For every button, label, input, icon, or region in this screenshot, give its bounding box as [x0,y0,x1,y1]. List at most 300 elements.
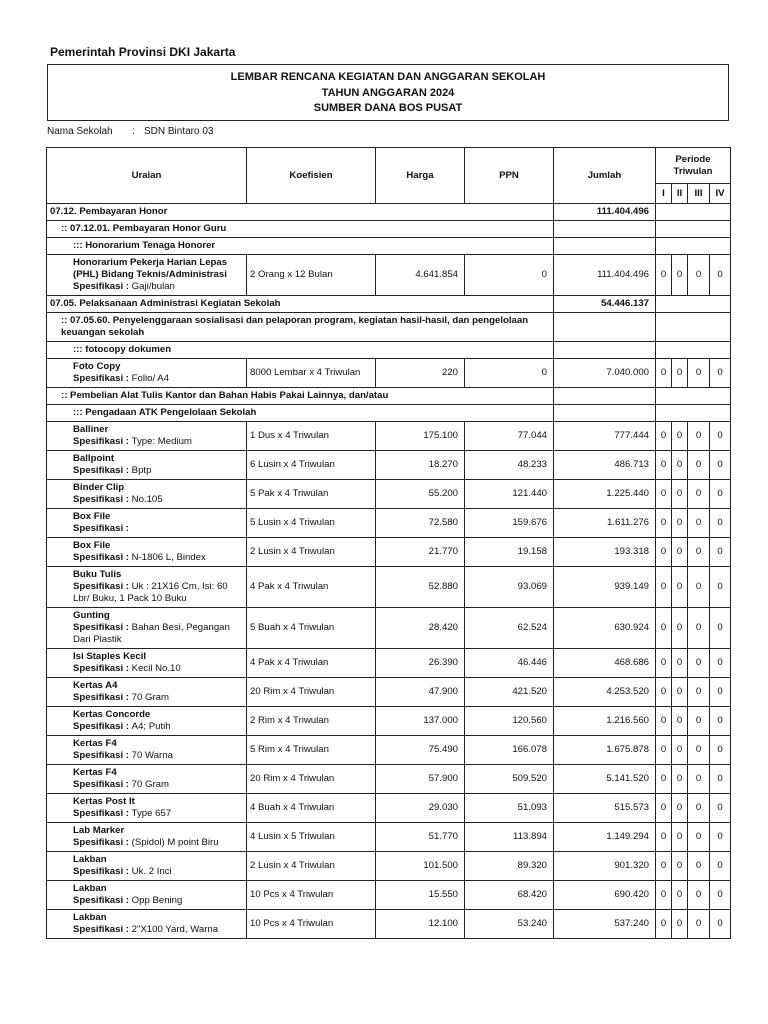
item-name: Box File [73,511,111,522]
item-spec [73,523,243,535]
table-group-row [47,221,731,238]
spec-value: Uk : 21X16 Cm, Isi: 60 Lbr/ Buku, 1 Pack 10 Buku [73,581,228,604]
item-q1: 0 [656,852,672,881]
table-row [47,881,731,910]
item-spec [73,924,243,936]
table-row [47,678,731,707]
item-q2: 0 [672,765,688,794]
item-jumlah: 777.444 [554,422,656,451]
item-ppn: 46.446 [465,649,554,678]
spec-colon: : [123,581,132,592]
item-koefisien: 2 Orang x 12 Bulan [247,255,376,296]
activity-title: ::: fotocopy dokumen [47,342,554,359]
item-jumlah: 939.149 [554,567,656,608]
item-koefisien: 2 Lusin x 4 Triwulan [247,538,376,567]
spec-value: N-1806 L, Bindex [131,552,206,563]
item-q2: 0 [672,422,688,451]
item-spec [73,622,243,646]
spec-colon: : [123,866,132,877]
empty-periode-cell [656,388,731,405]
spec-label: Spesifikasi [73,552,124,563]
item-koefisien: 8000 Lembar x 4 Triwulan [247,359,376,388]
empty-periode-cell [656,221,731,238]
spec-value: Folio/ A4 [131,373,170,384]
spec-label: Spesifikasi [73,837,124,848]
item-q3: 0 [688,451,710,480]
item-ppn: 509.520 [465,765,554,794]
item-koefisien: 20 Rim x 4 Triwulan [247,765,376,794]
item-q1: 0 [656,422,672,451]
item-q2: 0 [672,678,688,707]
province-name: Pemerintah Provinsi DKI Jakarta [50,45,236,59]
table-row [47,649,731,678]
item-q1: 0 [656,736,672,765]
item-ppn: 48.233 [465,451,554,480]
item-q3: 0 [688,359,710,388]
item-harga: 75.490 [376,736,465,765]
item-spec [73,866,243,878]
table-row [47,255,731,296]
item-name: Lakban [73,854,107,865]
table-row [47,608,731,649]
spec-value: 70 Gram [131,692,169,703]
item-jumlah: 1.675.878 [554,736,656,765]
item-koefisien: 20 Rim x 4 Triwulan [247,678,376,707]
item-q3: 0 [688,608,710,649]
header-q3: III [688,184,710,204]
item-spec [73,692,243,704]
item-name: Binder Clip [73,482,125,493]
spec-value: Opp Bening [131,895,183,906]
item-jumlah: 690.420 [554,881,656,910]
spec-colon: : [123,523,130,534]
item-ppn: 121.440 [465,480,554,509]
item-q4: 0 [710,794,731,823]
spec-colon: : [123,895,132,906]
item-jumlah: 7.040.000 [554,359,656,388]
item-q2: 0 [672,359,688,388]
item-q2: 0 [672,538,688,567]
item-q2: 0 [672,608,688,649]
item-harga: 26.390 [376,649,465,678]
item-uraian-cell [47,451,247,480]
item-q1: 0 [656,480,672,509]
item-q1: 0 [656,765,672,794]
item-koefisien: 2 Lusin x 4 Triwulan [247,852,376,881]
item-q2: 0 [672,255,688,296]
empty-jumlah-cell [554,405,656,422]
item-name: Ballpoint [73,453,115,464]
item-q3: 0 [688,765,710,794]
item-koefisien: 1 Dus x 4 Triwulan [247,422,376,451]
spec-value: 2"X100 Yard, Warna [131,924,219,935]
item-ppn: 421.520 [465,678,554,707]
item-koefisien: 5 Lusin x 4 Triwulan [247,509,376,538]
item-q2: 0 [672,567,688,608]
item-harga: 175.100 [376,422,465,451]
item-q1: 0 [656,567,672,608]
table-group-row [47,204,731,221]
item-q3: 0 [688,707,710,736]
item-q4: 0 [710,678,731,707]
header-q1: I [656,184,672,204]
item-name: Kertas A4 [73,680,118,691]
item-q4: 0 [710,451,731,480]
item-q3: 0 [688,678,710,707]
table-row [47,707,731,736]
spec-value: Type: Medium [131,436,192,447]
item-q3: 0 [688,794,710,823]
spec-colon: : [123,808,132,819]
spec-value: 70 Gram [131,779,169,790]
item-q3: 0 [688,649,710,678]
item-ppn: 166.078 [465,736,554,765]
spec-label: Spesifikasi [73,494,124,505]
title-line-1: LEMBAR RENCANA KEGIATAN DAN ANGGARAN SEKOLAH [230,71,546,83]
table-row [47,422,731,451]
item-spec [73,895,243,907]
item-harga: 21.770 [376,538,465,567]
item-jumlah: 5.141.520 [554,765,656,794]
item-jumlah: 468.686 [554,649,656,678]
item-q3: 0 [688,823,710,852]
item-uraian-cell [47,794,247,823]
item-jumlah: 1.149.294 [554,823,656,852]
item-uraian-cell [47,359,247,388]
item-q3: 0 [688,480,710,509]
item-harga: 52.880 [376,567,465,608]
item-uraian-cell [47,678,247,707]
item-harga: 57.900 [376,765,465,794]
subsection-title: :: 07.05.60. Penyelenggaraan sosialisasi dan pelaporan program, kegiatan hasil-hasil, dan pengelolaan keuangan sekolah [47,313,554,342]
spec-value: A4; Putih [131,721,171,732]
item-name: Lakban [73,883,107,894]
item-spec [73,837,243,849]
empty-jumlah-cell [554,388,656,405]
spec-label: Spesifikasi [73,465,124,476]
item-jumlah: 901.320 [554,852,656,881]
item-harga: 12.100 [376,910,465,939]
spec-colon: : [123,692,132,703]
item-q1: 0 [656,255,672,296]
item-koefisien: 4 Pak x 4 Triwulan [247,649,376,678]
spec-label: Spesifikasi [73,866,124,877]
item-uraian-cell [47,538,247,567]
item-koefisien: 5 Pak x 4 Triwulan [247,480,376,509]
header-jumlah: Jumlah [554,148,656,204]
item-name: Kertas F4 [73,767,117,778]
item-q4: 0 [710,359,731,388]
item-q1: 0 [656,451,672,480]
item-uraian-cell [47,649,247,678]
table-row [47,765,731,794]
item-ppn: 93.069 [465,567,554,608]
item-q1: 0 [656,678,672,707]
item-q2: 0 [672,707,688,736]
section-periode-cell [656,204,731,221]
item-q4: 0 [710,736,731,765]
empty-periode-cell [656,405,731,422]
item-q3: 0 [688,422,710,451]
spec-colon: : [123,494,132,505]
spec-value: Bptp [131,465,152,476]
item-q1: 0 [656,509,672,538]
item-ppn: 159.676 [465,509,554,538]
item-q4: 0 [710,567,731,608]
spec-label: Spesifikasi [73,281,124,292]
item-harga: 101.500 [376,852,465,881]
item-q4: 0 [710,255,731,296]
subsection-title: :: Pembelian Alat Tulis Kantor dan Bahan Habis Pakai Lainnya, dan/atau [47,388,554,405]
item-q1: 0 [656,608,672,649]
spec-colon: : [123,663,132,674]
item-q1: 0 [656,707,672,736]
item-q1: 0 [656,794,672,823]
item-harga: 18.270 [376,451,465,480]
item-ppn: 77.044 [465,422,554,451]
item-jumlah: 630.924 [554,608,656,649]
item-uraian-cell [47,823,247,852]
spec-value: Type 657 [131,808,172,819]
activity-title: ::: Honorarium Tenaga Honorer [47,238,554,255]
item-spec [73,281,243,293]
item-name: Gunting [73,610,110,621]
school-info [47,126,213,137]
item-harga: 137.000 [376,707,465,736]
item-name: Kertas F4 [73,738,117,749]
item-uraian-cell [47,422,247,451]
spec-label: Spesifikasi [73,523,124,534]
item-jumlah: 1.225.440 [554,480,656,509]
item-uraian-cell [47,480,247,509]
item-q1: 0 [656,823,672,852]
item-q1: 0 [656,881,672,910]
item-koefisien: 6 Lusin x 4 Triwulan [247,451,376,480]
empty-jumlah-cell [554,238,656,255]
spec-colon: : [123,373,132,384]
item-koefisien: 10 Pcs x 4 Triwulan [247,910,376,939]
item-ppn: 51.093 [465,794,554,823]
table-row [47,794,731,823]
spec-value: Gaji/bulan [131,281,175,292]
item-koefisien: 4 Buah x 4 Triwulan [247,794,376,823]
item-harga: 4.641.854 [376,255,465,296]
empty-periode-cell [656,342,731,359]
table-group-row [47,405,731,422]
item-name: Box File [73,540,111,551]
spec-colon: : [123,436,132,447]
item-name: Balliner [73,424,109,435]
header-harga: Harga [376,148,465,204]
item-q4: 0 [710,881,731,910]
item-harga: 47.900 [376,678,465,707]
item-ppn: 0 [465,255,554,296]
item-q4: 0 [710,480,731,509]
spec-colon: : [123,750,132,761]
item-q4: 0 [710,823,731,852]
item-q3: 0 [688,509,710,538]
item-q3: 0 [688,910,710,939]
item-harga: 72.580 [376,509,465,538]
item-uraian-cell [47,567,247,608]
item-q4: 0 [710,852,731,881]
school-label: Nama Sekolah [47,126,113,137]
item-q3: 0 [688,255,710,296]
item-jumlah: 486.713 [554,451,656,480]
item-q2: 0 [672,852,688,881]
item-q4: 0 [710,910,731,939]
item-spec [73,750,243,762]
item-uraian-cell [47,736,247,765]
item-q2: 0 [672,881,688,910]
table-row [47,451,731,480]
item-koefisien: 2 Rim x 4 Triwulan [247,707,376,736]
table-row [47,567,731,608]
header-q4: IV [710,184,731,204]
item-name: Lakban [73,912,107,923]
empty-periode-cell [656,313,731,342]
item-q2: 0 [672,451,688,480]
item-harga: 55.200 [376,480,465,509]
table-row [47,359,731,388]
item-q4: 0 [710,707,731,736]
item-uraian-cell [47,509,247,538]
spec-label: Spesifikasi [73,924,124,935]
item-spec [73,465,243,477]
item-harga: 28.420 [376,608,465,649]
section-jumlah: 54.446.137 [554,296,656,313]
spec-colon: : [123,465,132,476]
subsection-title: :: 07.12.01. Pembayaran Honor Guru [47,221,554,238]
empty-jumlah-cell [554,221,656,238]
item-ppn: 53.240 [465,910,554,939]
item-q4: 0 [710,538,731,567]
header-uraian: Uraian [47,148,247,204]
item-q4: 0 [710,649,731,678]
section-periode-cell [656,296,731,313]
table-group-row [47,296,731,313]
item-spec [73,721,243,733]
table-row [47,480,731,509]
item-ppn: 0 [465,359,554,388]
item-ppn: 120.560 [465,707,554,736]
budget-table [46,147,731,939]
item-name: Honorarium Pekerja Harian Lepas (PHL) Bidang Teknis/Administrasi [73,257,228,280]
item-spec [73,808,243,820]
spec-colon: : [123,837,132,848]
item-name: Lab Marker [73,825,125,836]
item-koefisien: 5 Rim x 4 Triwulan [247,736,376,765]
item-spec [73,663,243,675]
spec-value: Uk. 2 Inci [131,866,172,877]
spec-value: (Spidol) M point Biru [131,837,219,848]
item-spec [73,436,243,448]
item-spec [73,779,243,791]
document-title-box [47,64,729,121]
spec-label: Spesifikasi [73,373,124,384]
item-name: Kertas Post It [73,796,135,807]
item-q2: 0 [672,910,688,939]
table-group-row [47,313,731,342]
activity-title: ::: Pengadaan ATK Pengelolaan Sekolah [47,405,554,422]
item-uraian-cell [47,852,247,881]
table-row [47,509,731,538]
item-name: Foto Copy [73,361,121,372]
section-title: 07.05. Pelaksanaan Administrasi Kegiatan Sekolah [47,296,554,313]
header-ppn: PPN [465,148,554,204]
spec-label: Spesifikasi [73,808,124,819]
item-q2: 0 [672,509,688,538]
school-name: SDN Bintaro 03 [144,126,214,137]
section-title: 07.12. Pembayaran Honor [47,204,554,221]
spec-label: Spesifikasi [73,622,124,633]
spec-colon: : [123,721,132,732]
header-periode-triwulan: Periode Triwulan [656,148,731,184]
item-jumlah: 111.404.496 [554,255,656,296]
item-spec [73,552,243,564]
item-q2: 0 [672,794,688,823]
header-koefisien: Koefisien [247,148,376,204]
item-ppn: 62.524 [465,608,554,649]
item-q2: 0 [672,736,688,765]
spec-label: Spesifikasi [73,895,124,906]
item-uraian-cell [47,765,247,794]
item-q4: 0 [710,608,731,649]
item-uraian-cell [47,608,247,649]
item-q2: 0 [672,649,688,678]
item-jumlah: 4.253.520 [554,678,656,707]
section-jumlah: 111.404.496 [554,204,656,221]
item-koefisien: 4 Pak x 4 Triwulan [247,567,376,608]
header-q2: II [672,184,688,204]
item-jumlah: 193.318 [554,538,656,567]
spec-label: Spesifikasi [73,692,124,703]
item-uraian-cell [47,910,247,939]
spec-label: Spesifikasi [73,721,124,732]
table-group-row [47,388,731,405]
item-q2: 0 [672,823,688,852]
empty-jumlah-cell [554,342,656,359]
item-ppn: 68.420 [465,881,554,910]
spec-label: Spesifikasi [73,581,124,592]
table-row [47,823,731,852]
item-q1: 0 [656,538,672,567]
item-koefisien: 4 Lusin x 5 Triwulan [247,823,376,852]
item-koefisien: 10 Pcs x 4 Triwulan [247,881,376,910]
item-q4: 0 [710,765,731,794]
empty-jumlah-cell [554,313,656,342]
item-spec [73,373,243,385]
spec-value: Kecil No.10 [131,663,181,674]
item-koefisien: 5 Buah x 4 Triwulan [247,608,376,649]
spec-colon: : [123,281,132,292]
item-q4: 0 [710,509,731,538]
item-q2: 0 [672,480,688,509]
item-harga: 220 [376,359,465,388]
item-harga: 15.550 [376,881,465,910]
title-line-3: SUMBER DANA BOS PUSAT [313,102,463,114]
title-line-2: TAHUN ANGGARAN 2024 [321,86,455,99]
table-group-row [47,342,731,359]
item-jumlah: 515.573 [554,794,656,823]
spec-value: 70 Warna [131,750,173,761]
spec-label: Spesifikasi [73,779,124,790]
table-row [47,852,731,881]
spec-label: Spesifikasi [73,663,124,674]
item-q3: 0 [688,567,710,608]
spec-colon: : [123,779,132,790]
spec-label: Spesifikasi [73,436,124,447]
